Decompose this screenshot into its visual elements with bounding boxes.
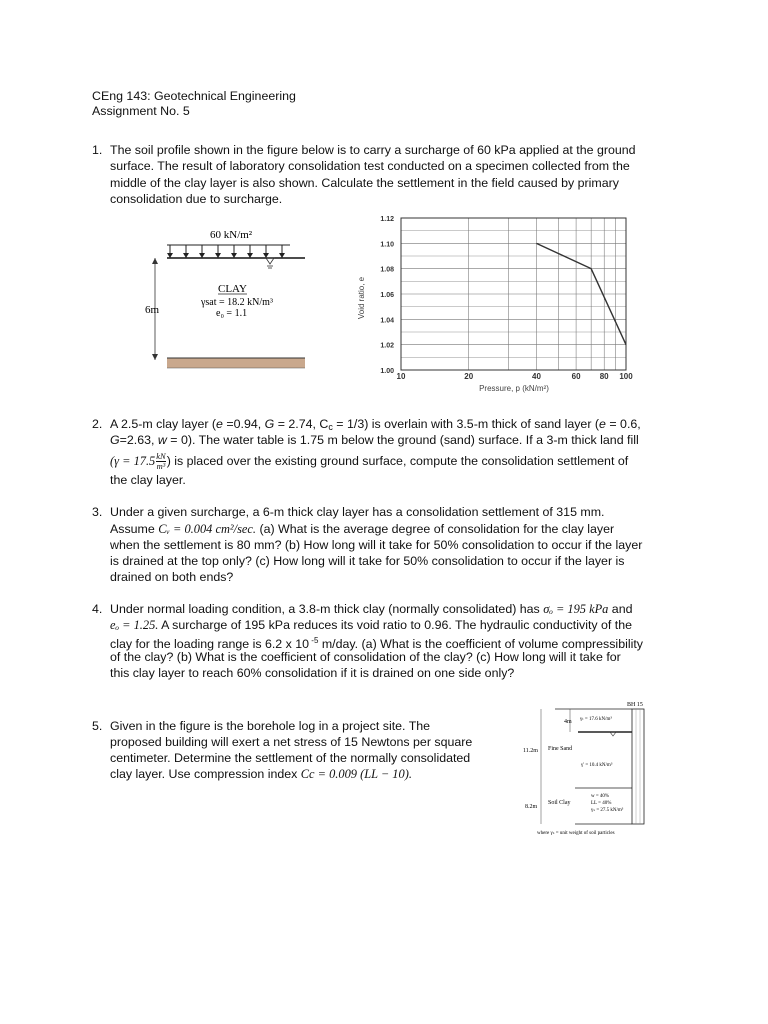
q5-number: 5. bbox=[92, 719, 103, 733]
q2-number: 2. bbox=[92, 417, 103, 431]
q3-number: 3. bbox=[92, 505, 103, 519]
x-tick-label: 10 bbox=[396, 372, 406, 381]
q5-line-2: proposed building will exert a net stress of 15 Newtons per square bbox=[110, 735, 473, 749]
q3-line-4: is drained at the top only? (c) How long will it take for 50% consolidation to occur if the layer is bbox=[110, 554, 625, 568]
borehole-column bbox=[632, 709, 644, 824]
q2-line-1: A 2.5-m clay layer (e =0.94, G = 2.74, Cc = 1/3) is overlain with 3.5-m thick of sand layer (e = 0.6, bbox=[110, 417, 641, 432]
q2-line-4: the clay layer. bbox=[110, 473, 186, 487]
gs-label: γₛ = 27.5 kN/m³ bbox=[591, 808, 624, 813]
y-axis-label: Void ratio, e bbox=[357, 276, 366, 320]
soil-profile-figure bbox=[140, 220, 310, 380]
chart-grid bbox=[401, 218, 626, 370]
depth-4m: 4m bbox=[564, 719, 572, 725]
q4-number: 4. bbox=[92, 602, 103, 616]
q3-line-3: when the settlement is 80 mm? (b) How long will it take for 50% consolidation to occur if the layer bbox=[110, 538, 643, 552]
void-ratio-chart bbox=[350, 212, 640, 397]
y-tick-label: 1.00 bbox=[380, 368, 394, 375]
q1-line: consolidation due to surcharge. bbox=[110, 191, 283, 206]
y-tick-label: 1.02 bbox=[380, 342, 394, 350]
assignment-title: Assignment No. 5 bbox=[92, 104, 190, 118]
q4-line-1: Under normal loading condition, a 3.8-m thick clay (normally consolidated) has σₒ = 195 kPa and bbox=[110, 602, 633, 616]
soil-clay-label: Soil Clay bbox=[548, 800, 571, 806]
depth-8m: 8.2m bbox=[525, 804, 538, 810]
y-tick-label: 1.12 bbox=[380, 216, 394, 223]
y-tick-label: 1.08 bbox=[380, 266, 394, 274]
x-tick-label: 40 bbox=[532, 372, 541, 381]
q4-line-4: of the clay? (b) What is the coefficient of consolidation of the clay? (c) How long will it take for bbox=[110, 650, 621, 664]
borehole-log-figure bbox=[515, 698, 655, 838]
q2-line-3: (γ = 17.5 $\frac{kN}{\text{m³}}$ ) is placed over the existing ground surface, compute the consolidation settlement of bbox=[110, 451, 629, 471]
y-tick-label: 1.10 bbox=[380, 241, 394, 249]
surcharge-label: 60 kN/m² bbox=[210, 229, 253, 241]
q1-line: The soil profile shown in the figure below is to carry a surcharge of 60 kPa applied at the ground bbox=[110, 143, 636, 157]
q4-line-3: clay for the loading range is 6.2 x 10 $^{-5}$ m/day. (a) What is the coefficient of volume compressibility bbox=[110, 636, 643, 652]
course-title: CEng 143: Geotechnical Engineering bbox=[92, 89, 296, 103]
q1-line: middle of the clay layer is also shown. Calculate the settlement in the field caused by primary bbox=[110, 175, 619, 190]
q3-line-2: Assume Cᵥ = 0.004 cm²/sec. (a) What is the average degree of consolidation for the clay layer bbox=[110, 522, 615, 536]
x-tick-label: 20 bbox=[464, 372, 474, 381]
q1-text bbox=[110, 142, 636, 207]
q1-line: surface. The result of laboratory consolidation test conducted on a specimen collected from the bbox=[110, 159, 630, 174]
y-tick-label: 1.04 bbox=[380, 317, 394, 325]
thickness-label: 6m bbox=[145, 304, 160, 316]
y-tick-labels bbox=[380, 216, 394, 375]
q5-line-1: Given in the figure is the borehole log in a project site. The bbox=[110, 719, 431, 733]
q3-line-5: drained on both ends? bbox=[110, 570, 234, 584]
y-tick-label: 1.06 bbox=[380, 292, 394, 299]
q3-line-1: Under a given surcharge, a 6-m thick clay layer has a consolidation settlement of 315 mm. bbox=[110, 505, 605, 519]
clay-label: CLAY bbox=[218, 283, 247, 295]
log-note: where γₛ = unit weight of soil particles bbox=[537, 831, 615, 836]
q4-line-5: this clay layer to reach 60% consolidation if it is drained on one side only? bbox=[110, 666, 515, 680]
water-table-icon bbox=[266, 258, 274, 268]
depth-11m: 11.2m bbox=[523, 748, 538, 754]
x-tick-label: 60 bbox=[571, 372, 581, 381]
x-tick-label: 100 bbox=[619, 372, 633, 381]
x-axis-label: Pressure, p (kN/m²) bbox=[479, 384, 549, 393]
bedrock-layer bbox=[167, 358, 305, 368]
ll-label: LL = 40% bbox=[591, 801, 612, 806]
w-label: w = 40% bbox=[591, 794, 610, 799]
e0-label: e₀ = 1.1 bbox=[216, 308, 248, 319]
q1-number: 1. bbox=[92, 143, 103, 157]
gamma-sat-label: γ' = 10.4 kN/m³ bbox=[581, 763, 613, 768]
q2-line-2: G=2.63, w = 0). The water table is 1.75 m below the ground (sand) surface. If a 3-m thick land fill bbox=[110, 433, 639, 447]
q4-line-2: eₒ = 1.25. A surcharge of 195 kPa reduces its void ratio to 0.96. The hydraulic conductivity of the bbox=[110, 618, 633, 632]
fine-sand-label: Fine Sand bbox=[548, 746, 573, 752]
bh-label: BH 15 bbox=[627, 702, 643, 708]
q5-line-4: clay layer. Use compression index Cc = 0.009 (LL − 10). bbox=[110, 767, 412, 781]
x-tick-label: 80 bbox=[599, 372, 609, 381]
gamma-top-label: γₜ = 17.6 kN/m³ bbox=[580, 717, 612, 722]
gamma-sat-label: γsat = 18.2 kN/m³ bbox=[201, 297, 273, 308]
x-tick-labels bbox=[397, 372, 634, 381]
q5-line-3: centimeter. Determine the settlement of the normally consolidated bbox=[110, 751, 471, 765]
